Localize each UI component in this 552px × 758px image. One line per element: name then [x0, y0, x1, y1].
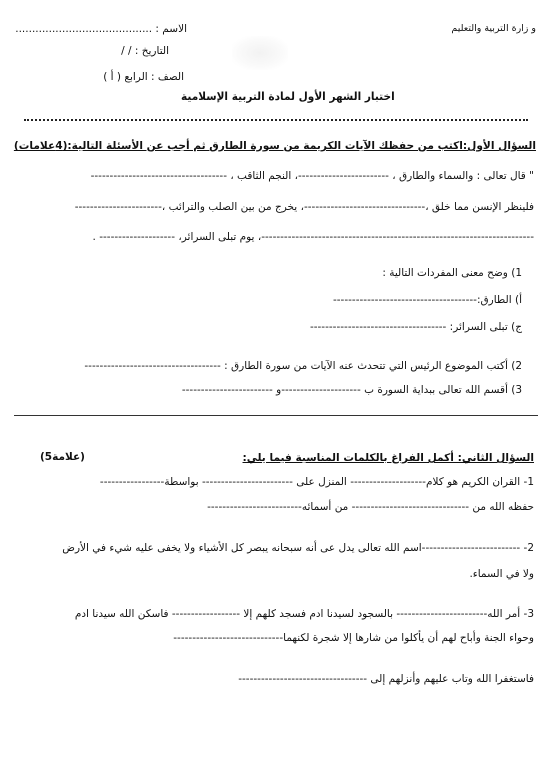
date-field: التاريخ : / / — [121, 45, 169, 57]
header-divider — [24, 119, 528, 121]
exam-title: اختبار الشهر الأول لمادة التربية الإسلامية — [181, 90, 395, 103]
item-2-line-2: ولا في السماء. — [469, 568, 534, 580]
school-logo — [232, 36, 288, 70]
question-1-title: السؤال الأول:اكتب من حفظك الآيات الكريمة من سورة الطارق ثم أجب عن الأسئلة التالية:(4علامات) — [13, 140, 536, 152]
class-field: الصف : الرابع ( أ ) — [103, 71, 184, 83]
item-2-line-1: 2- --------------------------اسم الله تعالى يدل عى أنه سبحانه يبصر كل الأشياء ولا يخفى عليه شيء في الأرض — [62, 542, 534, 554]
task-2: 2) أكتب الموضوع الرئيس التي تتحدث عنه الآيات من سورة الطارق : ------------------------------------ — [84, 360, 522, 372]
item-3-line-3: فاستغفرا الله وتاب عليهم وأنزلهم إلى ---------------------------------- — [238, 673, 534, 685]
ministry-label: و زارة التربية والتعليم — [451, 23, 536, 34]
item-1-line-1: 1- القران الكريم هو كلام-------------------- المنزل على ------------------------ بواسطة----------------- — [99, 476, 534, 488]
item-1-line-2: حفظه الله من ------------------------------- من أسمائه------------------------- — [207, 501, 534, 513]
question-2-marks: (5علامة) — [40, 451, 85, 463]
task-1-a: أ) الطارق:-------------------------------------- — [332, 294, 522, 306]
item-3-line-2: وحواء الجنة وأباح لهم أن يأكلوا من شارها إلا شجرة لكنهما----------------------------- — [173, 632, 534, 644]
verse-line-1: " قال تعالى : والسماء والطارق ، ------------------------، النجم الثاقب ، ------------------------------------ — [90, 170, 534, 182]
question-2-title: السؤال الثاني: أكمل الفراغ بالكلمات المناسبة فيما يلي: — [242, 452, 534, 464]
item-3-line-1: 3- أمر الله------------------------ بالسجود لسيدنا ادم فسجد كلهم إلا ------------------ فاسكن الله سيدنا ادم — [74, 608, 534, 620]
task-1-label: 1) وضح معنى المفردات التالية : — [382, 267, 522, 279]
verse-line-3: ------------------------------------------------------------------------، يوم تبلى السرائر، -------------------- . — [92, 231, 534, 243]
student-name-field: الاسم : ......................................... — [15, 23, 187, 35]
task-3: 3) أقسم الله تعالى ببداية السورة ب ---------------------و ------------------------ — [181, 384, 522, 396]
question-1-divider — [14, 415, 538, 416]
task-1-b: ج) تبلى السرائر: ------------------------------------ — [309, 321, 522, 333]
verse-line-2: فلينظر الإنسن مما خلق ،--------------------------------، يخرج من بين الصلب والترائب ،----------------------- — [74, 201, 534, 213]
